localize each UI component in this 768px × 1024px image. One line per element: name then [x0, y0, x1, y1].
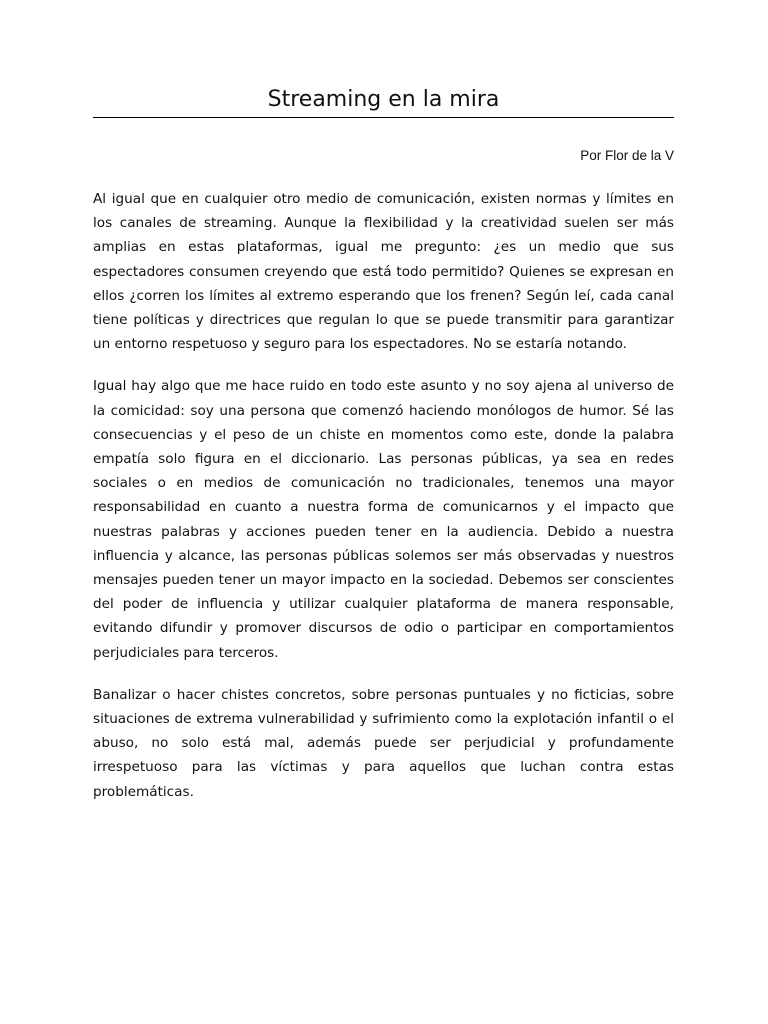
document-title: Streaming en la mira: [93, 84, 674, 118]
document-page: [93, 84, 674, 804]
paragraph: Igual hay algo que me hace ruido en todo este asunto y no soy ajena al universo de la comicidad: soy una persona que comenzó haciendo monólogos de humor. Sé las consecuencias y el peso de un chiste en momentos como este, donde la palabra empatía solo figura en el diccionario. Las personas públicas, ya sea en redes sociales o en medios de comunicación no tradicionales, tenemos una mayor responsabilidad en cuanto a nuestra forma de comunicarnos y el impacto que nuestras palabras y acciones pueden tener en la audiencia. Debido a nuestra influencia y alcance, las personas públicas solemos ser más observadas y nuestros mensajes pueden tener un mayor impacto en la sociedad. Debemos ser conscientes del poder de influencia y utilizar cualquier plataforma de manera responsable, evitando difundir y promover discursos de odio o participar en comportamientos perjudiciales para terceros.: [93, 378, 674, 661]
author-byline: Por Flor de la V: [580, 148, 674, 163]
paragraph: Al igual que en cualquier otro medio de comunicación, existen normas y límites en los canales de streaming. Aunque la flexibilidad y la creatividad suelen ser más amplias en estas plataformas, igual me pregunto: ¿es un medio que sus espectadores consumen creyendo que está todo permitido? Quienes se expresan en ellos ¿corren los límites al extremo esperando que los frenen? Según leí, cada canal tiene políticas y directrices que regulan lo que se puede transmitir para garantizar un entorno respetuoso y seguro para los espectadores. No se estaría notando.: [93, 191, 674, 353]
paragraph: Banalizar o hacer chistes concretos, sobre personas puntuales y no ficticias, sobre situaciones de extrema vulnerabilidad y sufrimiento como la explotación infantil o el abuso, no solo está mal, además puede ser perjudicial y profundamente irrespetuoso para las víctimas y para aquellos que luchan contra estas problemáticas.: [93, 686, 674, 800]
